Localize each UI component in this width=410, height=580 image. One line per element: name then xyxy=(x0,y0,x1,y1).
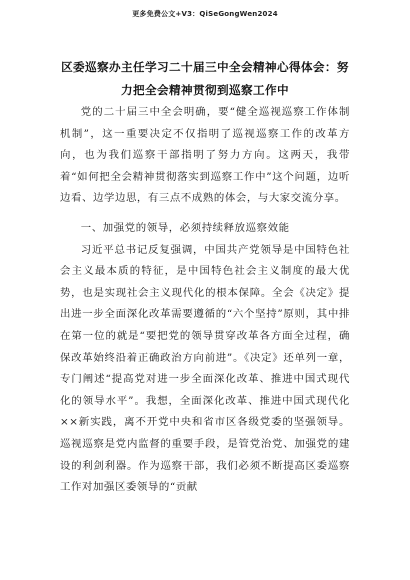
document-body xyxy=(60,102,350,499)
intro-paragraph: 党的二十届三中全会明确，要“健全巡视巡察工作体制机制”，这一重要决定不仅指明了巡视巡察工作的改革方向，也为我们巡察干部指明了努力方向。这两天，我带着“如何把全会精神贯彻落实到巡察工作中”这个问题，边听边看、边学边思，有三点不成熟的体会，与大家交流分享。 xyxy=(60,106,350,205)
section-heading: 一、加强党的领导，必须持续释放巡察效能 xyxy=(80,221,290,234)
header-note: 更多免费公文+V3：QiSeGongWen2024 xyxy=(132,10,278,18)
section-paragraph: 习近平总书记反复强调，中国共产党领导是中国特色社会主义最本质的特征，是中国特色社会主义制度的最大优势，也是实现社会主义现代化的根本保障。全会《决定》提出进一步全面深化改革需要遵循的“六个坚持”原则，其中排在第一位的就是“要把党的领导贯穿改革各方面全过程，确保改革始终沿着正确政治方向前进”。《决定》还单列一章，专门阐述“提高党对进一步全面深化改革、推进中国式现代化的领导水平”。我想，全面深化改革、推进中国式现代化××新实践，离不开党中央和省市区各级党委的坚强领导。巡视巡察是党内监督的重要手段，是管党治党、加强党的建设的利剑利器。作为巡察干部，我们必须不断提高区委巡察工作对加强区委领导的“贡献 xyxy=(60,243,350,494)
document-title: 区委巡察办主任学习二十届三中全会精神心得体会：努力把全会精神贯彻到巡察工作中 xyxy=(61,60,349,97)
